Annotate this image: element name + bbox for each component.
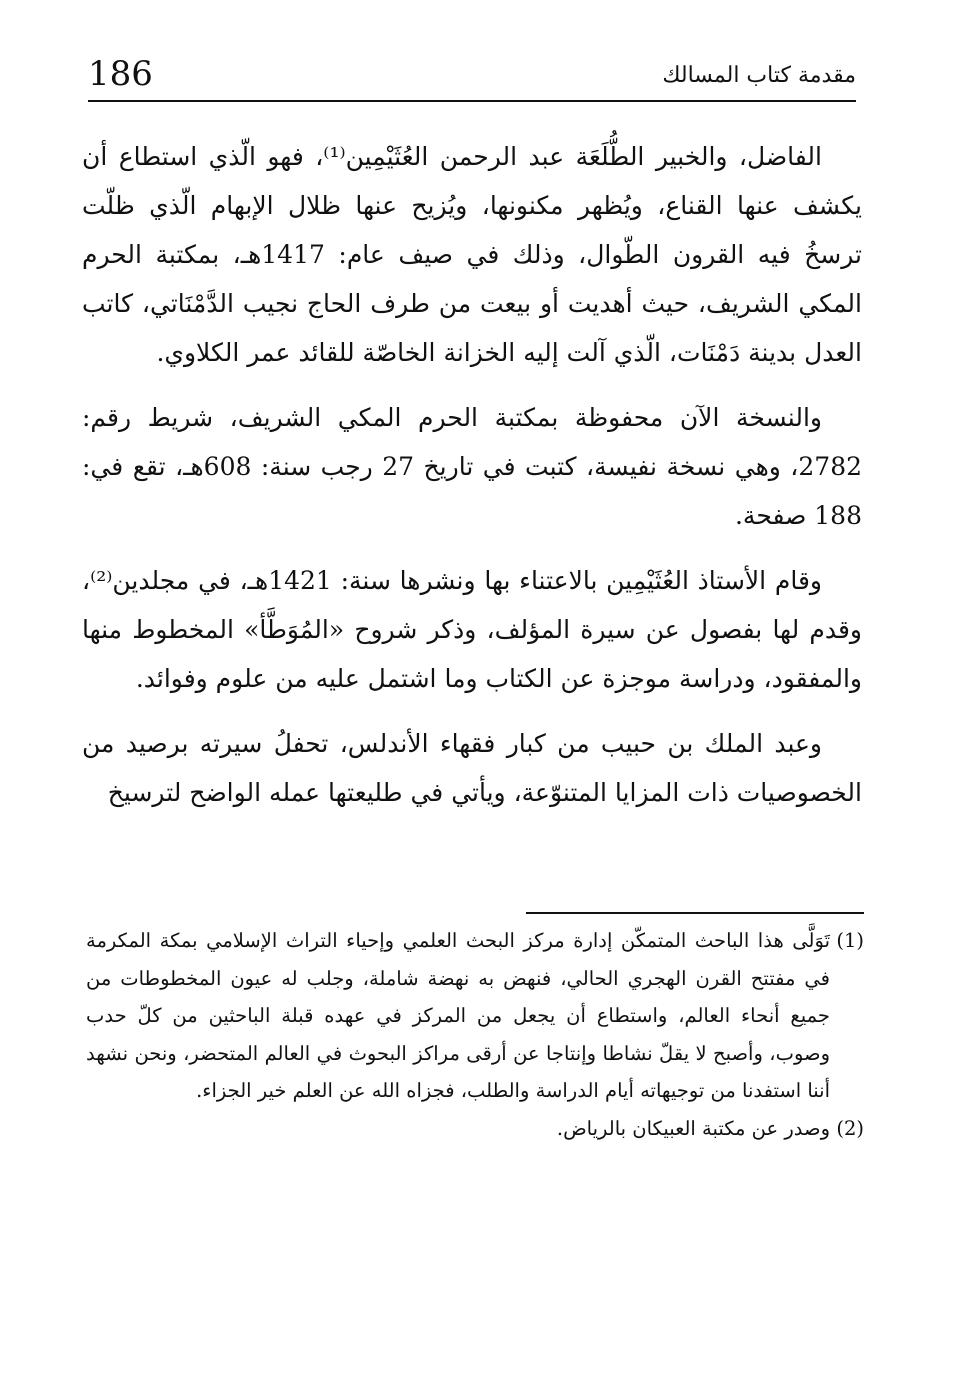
footnote-text: وصدر عن مكتبة العبيكان بالرياض. [556,1116,830,1140]
paragraph: الفاضل، والخبير الطُّلَعَة عبد الرحمن العُثَيْمِين⁽¹⁾، فهو الّذي استطاع أن يكشف عنها القناع، ويُظهر مكنونها، ويُزيح عنها ظلال الإبهام الّذي ظلّت ترسخُ فيه القرون الطّوال، وذلك في صيف عام: 1417هـ، بمكتبة الحرم المكي الشريف، حيث أهديت أو بيعت من طرف الحاج نجيب الدَّمْنَاتي، كاتب العدل بدينة دَمْنَات، الّذي آلت إليه الخزانة الخاصّة للقائد عمر الكلاوي. [82,142,862,367]
footnote-separator [526,912,864,914]
footnotes [86,922,864,1147]
main-text [82,132,862,833]
footnote [86,922,864,1110]
footnote-marker: (2) [836,1116,864,1140]
paragraph: والنسخة الآن محفوظة بمكتبة الحرم المكي الشريف، شريط رقم: 2782، وهي نسخة نفيسة، كتبت في تاريخ 27 رجب سنة: 608هـ، تقع في: 188 صفحة. [82,403,863,530]
page-header [88,52,856,102]
page-number: 186 [88,54,153,94]
footnote-marker: (1) [836,929,864,952]
running-title: مقدمة كتاب المسالك [662,63,856,88]
paragraph: وعبد الملك بن حبيب من كبار فقهاء الأندلس، تحفلُ سيرته برصيد من الخصوصيات ذات المزايا المتنوّعة، ويأتي في طليعتها عمله الواضح لترسيخ [82,729,862,807]
paragraph: وقام الأستاذ العُثَيْمِين بالاعتناء بها ونشرها سنة: 1421هـ، في مجلدين⁽²⁾، وقدم لها بفصول عن سيرة المؤلف، وذكر شروح «المُوَطَّأ» المخطوط منها والمفقود، ودراسة موجزة عن الكتاب وما اشتمل عليه من علوم وفوائد. [82,566,862,693]
footnote [86,1110,864,1148]
footnote-text: تَوَلَّى هذا الباحث المتمكّن إدارة مركز البحث العلمي وإحياء التراث الإسلامي بمكة المكرمة في مفتتح القرن الهجري الحالي، فنهض به نهضة شاملة، وجلب له عيون المخطوطات من جميع أنحاء العالم، واستطاع أن يجعل من المركز في عهده قبلة الباحثين من كلّ حدب وصوب، وأصبح لا يقلّ نشاطا وإنتاجا عن أرقى مراكز البحوث في العالم المتحضر، ونحن نشهد أننا استفدنا من توجيهاته أيام الدراسة والطلب، فجزاه الله عن العلم خير الجزاء. [86,929,830,1102]
